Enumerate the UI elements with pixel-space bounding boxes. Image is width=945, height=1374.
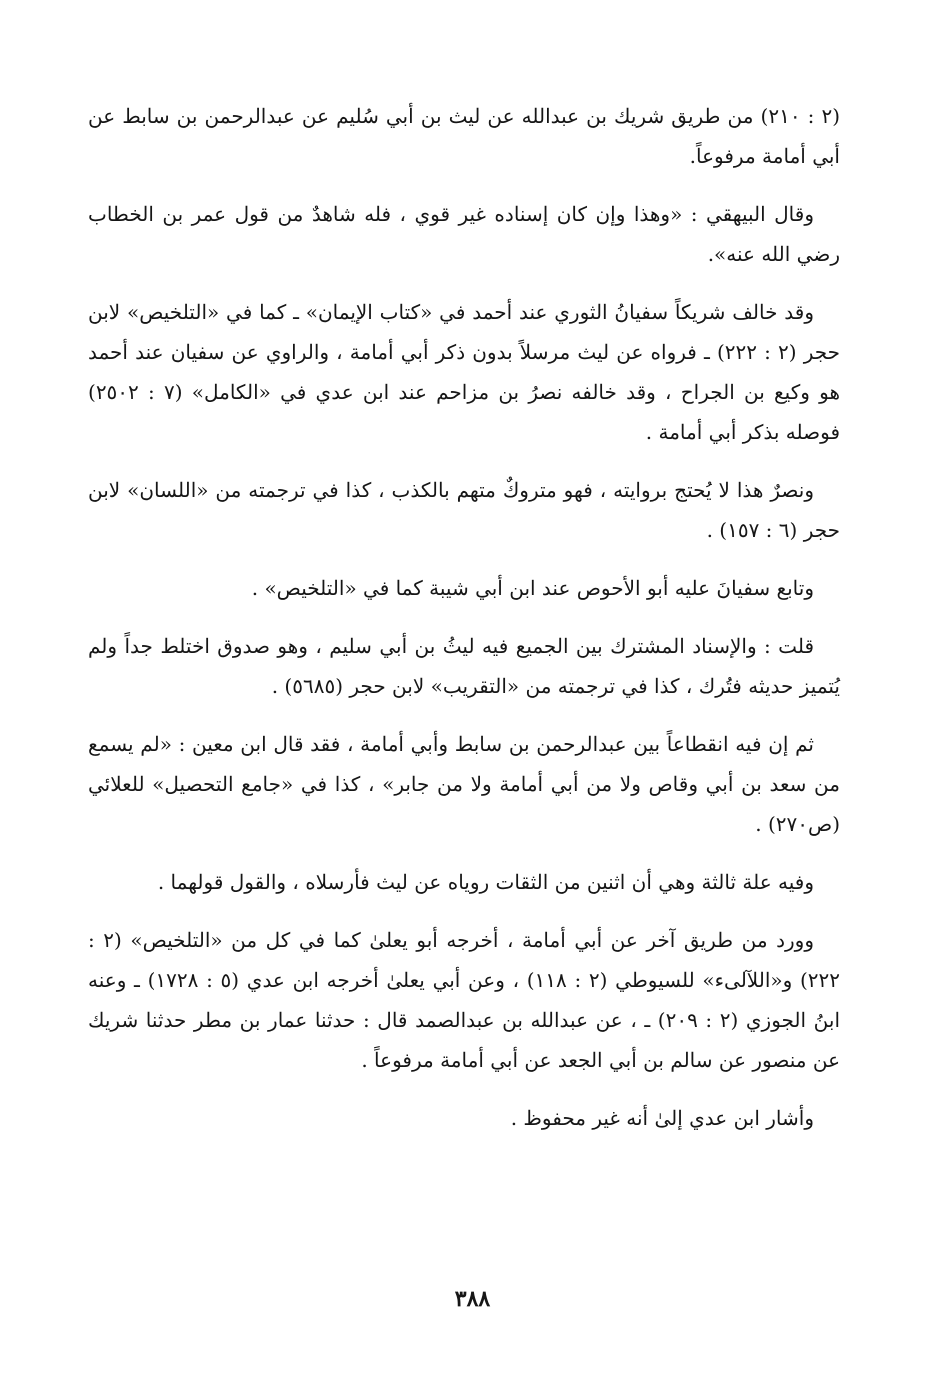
paragraph-5: وتابع سفيانَ عليه أبو الأحوص عند ابن أبي شيبة كما في «التلخيص» . <box>251 576 814 600</box>
paragraph-3: وقد خالف شريكاً سفيانُ الثوري عند أحمد في «كتاب الإيمان» ـ كما في «التلخيص» لابن حجر (٢ : ٢٢٢) ـ فرواه عن ليث مرسلاً بدون ذكر أبي أمامة ، والراوي عن سفيان عند أحمد هو وكيع بن الجراح ، وقد خالفه نصرُ بن مزاحم عند ابن عدي في «الكامل» (٧ : ٢٥٠٢) فوصله بذكر أبي أمامة . <box>88 300 841 444</box>
paragraph-4: ونصرٌ هذا لا يُحتج بروايته ، فهو متروكٌ متهم بالكذب ، كذا في ترجمته من «اللسان» لابن حجر (٦ : ١٥٧) . <box>88 478 840 542</box>
paragraph-2: وقال البيهقي : «وهذا وإن كان إسناده غير قوي ، فله شاهدٌ من قول عمر بن الخطاب رضي الله عنه». <box>88 202 840 266</box>
paragraph-6: قلت : والإسناد المشترك بين الجميع فيه ليثُ بن أبي سليم ، وهو صدوق اختلط جداً ولم يُتميز حديثه فتُرك ، كذا في ترجمته من «التقريب» لابن حجر (٥٦٨٥) . <box>88 634 840 698</box>
paragraph-8: وفيه علة ثالثة وهي أن اثنين من الثقات روياه عن ليث فأرسلاه ، والقول قولهما . <box>157 870 814 894</box>
paragraph-9: وورد من طريق آخر عن أبي أمامة ، أخرجه أبو يعلىٰ كما في كل من «التلخيص» (٢ : ٢٢٢) و«اللآلىء» للسيوطي (٢ : ١١٨) ، وعن أبي يعلىٰ أخرجه ابن عدي (٥ : ١٧٢٨) ـ وعنه ابنُ الجوزي (٢ : ٢٠٩) ـ ، عن عبدالله بن عبدالصمد قال : حدثنا عمار بن مطر حدثنا شريك عن منصور عن سالم بن أبي الجعد عن أبي أمامة مرفوعاً . <box>88 928 841 1072</box>
paragraph-1: (٢ : ٢١٠) من طريق شريك بن عبدالله عن ليث بن أبي سُليم عن عبدالرحمن بن سابط عن أبي أمامة مرفوعاً. <box>88 104 840 168</box>
paragraph-7: ثم إن فيه انقطاعاً بين عبدالرحمن بن سابط وأبي أمامة ، فقد قال ابن معين : «لم يسمع من سعد بن أبي وقاص ولا من أبي أمامة ولا من جابر» ، كذا في «جامع التحصيل» للعلائي (ص٢٧٠) . <box>88 732 840 836</box>
page-body <box>88 96 840 1156</box>
paragraph-10: وأشار ابن عدي إلىٰ أنه غير محفوظ . <box>510 1106 814 1130</box>
page-number: ٣٨٨ <box>454 1286 491 1312</box>
